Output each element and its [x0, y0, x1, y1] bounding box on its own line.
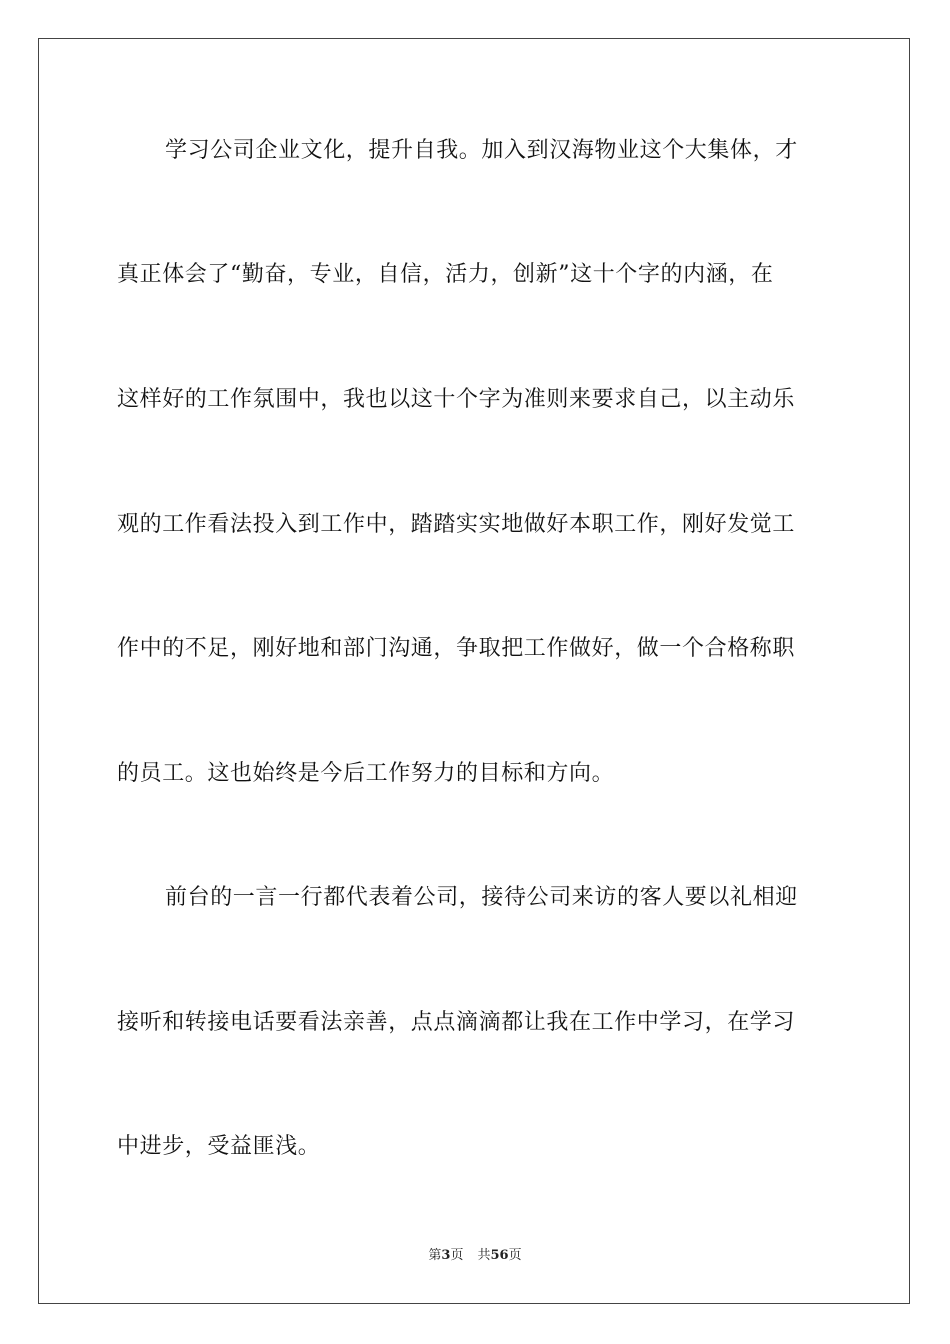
paragraph-1-line-2: 真正体会了“勤奋，专业，自信，活力，创新”这十个字的内涵，在 [117, 262, 774, 287]
page-border [38, 38, 910, 1304]
paragraph-1-line-5: 作中的不足，刚好地和部门沟通，争取把工作做好，做一个合格称职 [117, 636, 796, 661]
paragraph-2-line-3: 中进步，受益匪浅。 [117, 1134, 321, 1159]
paragraph-1-line-3: 这样好的工作氛围中，我也以这十个字为准则来要求自己，以主动乐 [117, 387, 796, 412]
paragraph-2-line-2: 接听和转接电话要看法亲善，点点滴滴都让我在工作中学习，在学习 [117, 1010, 796, 1035]
paragraph-2-line-1: 前台的一言一行都代表着公司，接待公司来访的客人要以礼相迎 [165, 885, 798, 910]
total-suffix: 页 [508, 1248, 522, 1263]
page-footer [0, 1247, 950, 1265]
total-pages: 56 [490, 1248, 509, 1263]
paragraph-1-line-4: 观的工作看法投入到工作中，踏踏实实地做好本职工作，刚好发觉工 [117, 512, 796, 537]
total-prefix: 共 [477, 1248, 491, 1263]
page-number: 3 [441, 1248, 451, 1263]
paragraph-1-line-6: 的员工。这也始终是今后工作努力的目标和方向。 [117, 761, 615, 786]
paragraph-1-line-1: 学习公司企业文化，提升自我。加入到汉海物业这个大集体，才 [165, 138, 798, 163]
page-prefix: 第 [428, 1248, 442, 1263]
page-suffix: 页 [450, 1248, 464, 1263]
